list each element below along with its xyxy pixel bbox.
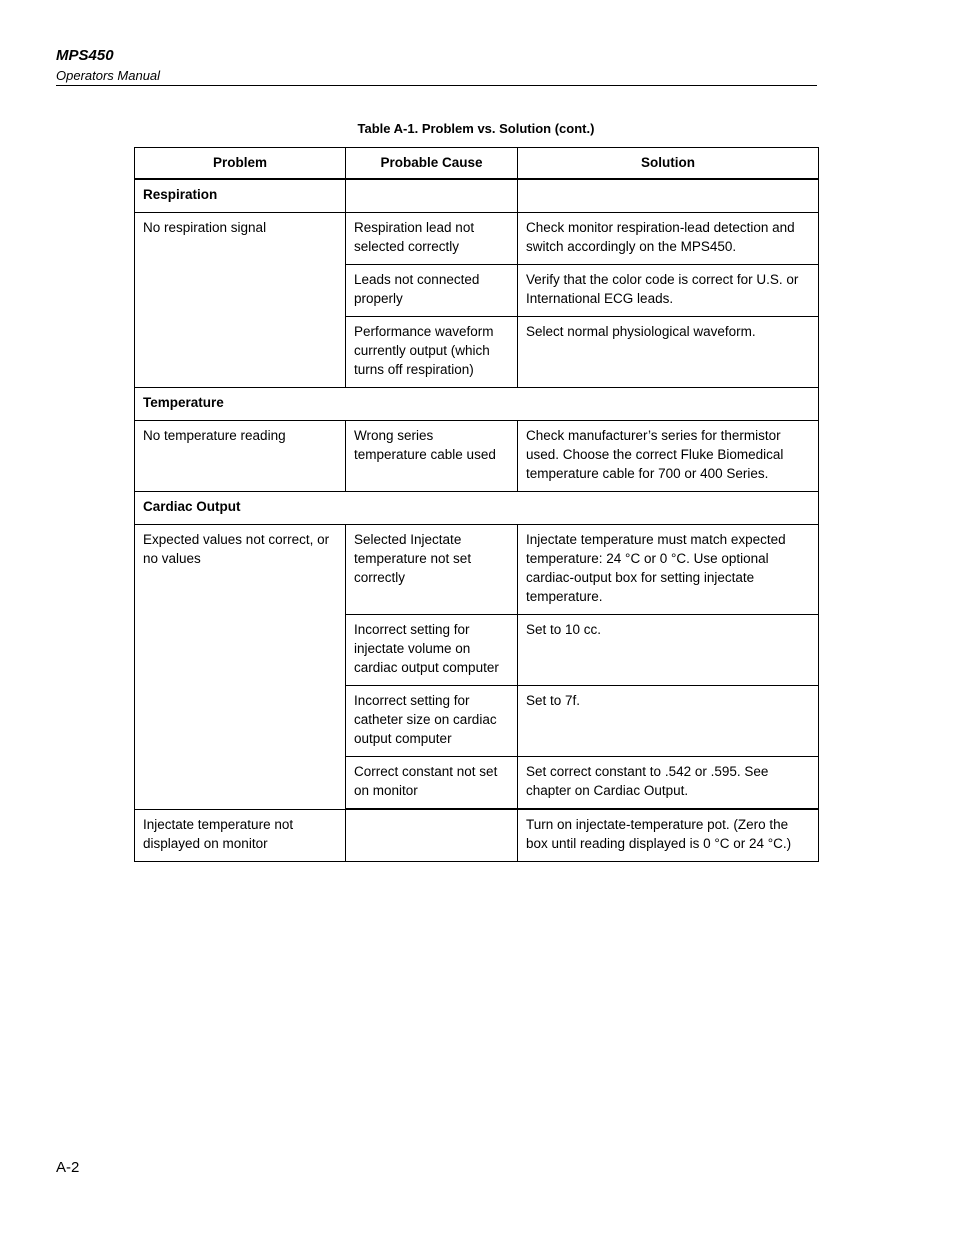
cause-cell: Selected Injectate temperature not set correctly — [346, 525, 518, 615]
problem-cell: No respiration signal — [135, 213, 346, 388]
section-title: Respiration — [135, 179, 346, 213]
column-header-cause: Probable Cause — [346, 148, 518, 180]
column-header-problem: Problem — [135, 148, 346, 180]
solution-cell: Set to 10 cc. — [518, 615, 819, 686]
solution-cell: Check monitor respiration-lead detection and switch accordingly on the MPS450. — [518, 213, 819, 265]
cause-cell: Incorrect setting for injectate volume on cardiac output computer — [346, 615, 518, 686]
solution-cell: Injectate temperature must match expected temperature: 24 °C or 0 °C. Use optional cardiac-output box for setting injectate temperature. — [518, 525, 819, 615]
solution-cell: Set to 7f. — [518, 686, 819, 757]
solution-cell: Select normal physiological waveform. — [518, 317, 819, 388]
table-row — [135, 213, 819, 265]
problem-cell: Expected values not correct, or no values — [135, 525, 346, 810]
table-header-row — [135, 148, 819, 180]
problem-cell: No temperature reading — [135, 421, 346, 492]
cause-cell: Correct constant not set on monitor — [346, 757, 518, 810]
page-number: A-2 — [56, 1159, 80, 1176]
table-cell-empty — [518, 179, 819, 213]
section-title: Cardiac Output — [135, 492, 819, 525]
header-rule — [56, 85, 817, 86]
cause-cell: Performance waveform currently output (which turns off respiration) — [346, 317, 518, 388]
table-row — [135, 809, 819, 862]
section-title: Temperature — [135, 388, 819, 421]
table-cell-empty — [346, 179, 518, 213]
solution-cell: Verify that the color code is correct for U.S. or International ECG leads. — [518, 265, 819, 317]
table-row — [135, 525, 819, 615]
section-row-cardiac-output — [135, 492, 819, 525]
section-row-temperature — [135, 388, 819, 421]
problem-solution-table — [134, 147, 819, 862]
cause-cell: Wrong series temperature cable used — [346, 421, 518, 492]
solution-cell: Check manufacturer’s series for thermistor used. Choose the correct Fluke Biomedical temperature cable for 700 or 400 Series. — [518, 421, 819, 492]
cause-cell: Incorrect setting for catheter size on cardiac output computer — [346, 686, 518, 757]
page-header — [56, 47, 816, 84]
document-subtitle: Operators Manual — [56, 68, 161, 83]
cause-cell: Respiration lead not selected correctly — [346, 213, 518, 265]
section-row-respiration — [135, 179, 819, 213]
problem-cell: Injectate temperature not displayed on monitor — [135, 809, 346, 862]
table-caption: Table A-1. Problem vs. Solution (cont.) — [357, 121, 595, 136]
solution-cell: Turn on injectate-temperature pot. (Zero the box until reading displayed is 0 °C or 24 °C.) — [518, 809, 819, 862]
column-header-solution: Solution — [518, 148, 819, 180]
table-row — [135, 421, 819, 492]
document-title: MPS450 — [56, 47, 114, 64]
cause-cell: Leads not connected properly — [346, 265, 518, 317]
cause-cell — [346, 809, 518, 862]
solution-cell: Set correct constant to .542 or .595. See chapter on Cardiac Output. — [518, 757, 819, 810]
